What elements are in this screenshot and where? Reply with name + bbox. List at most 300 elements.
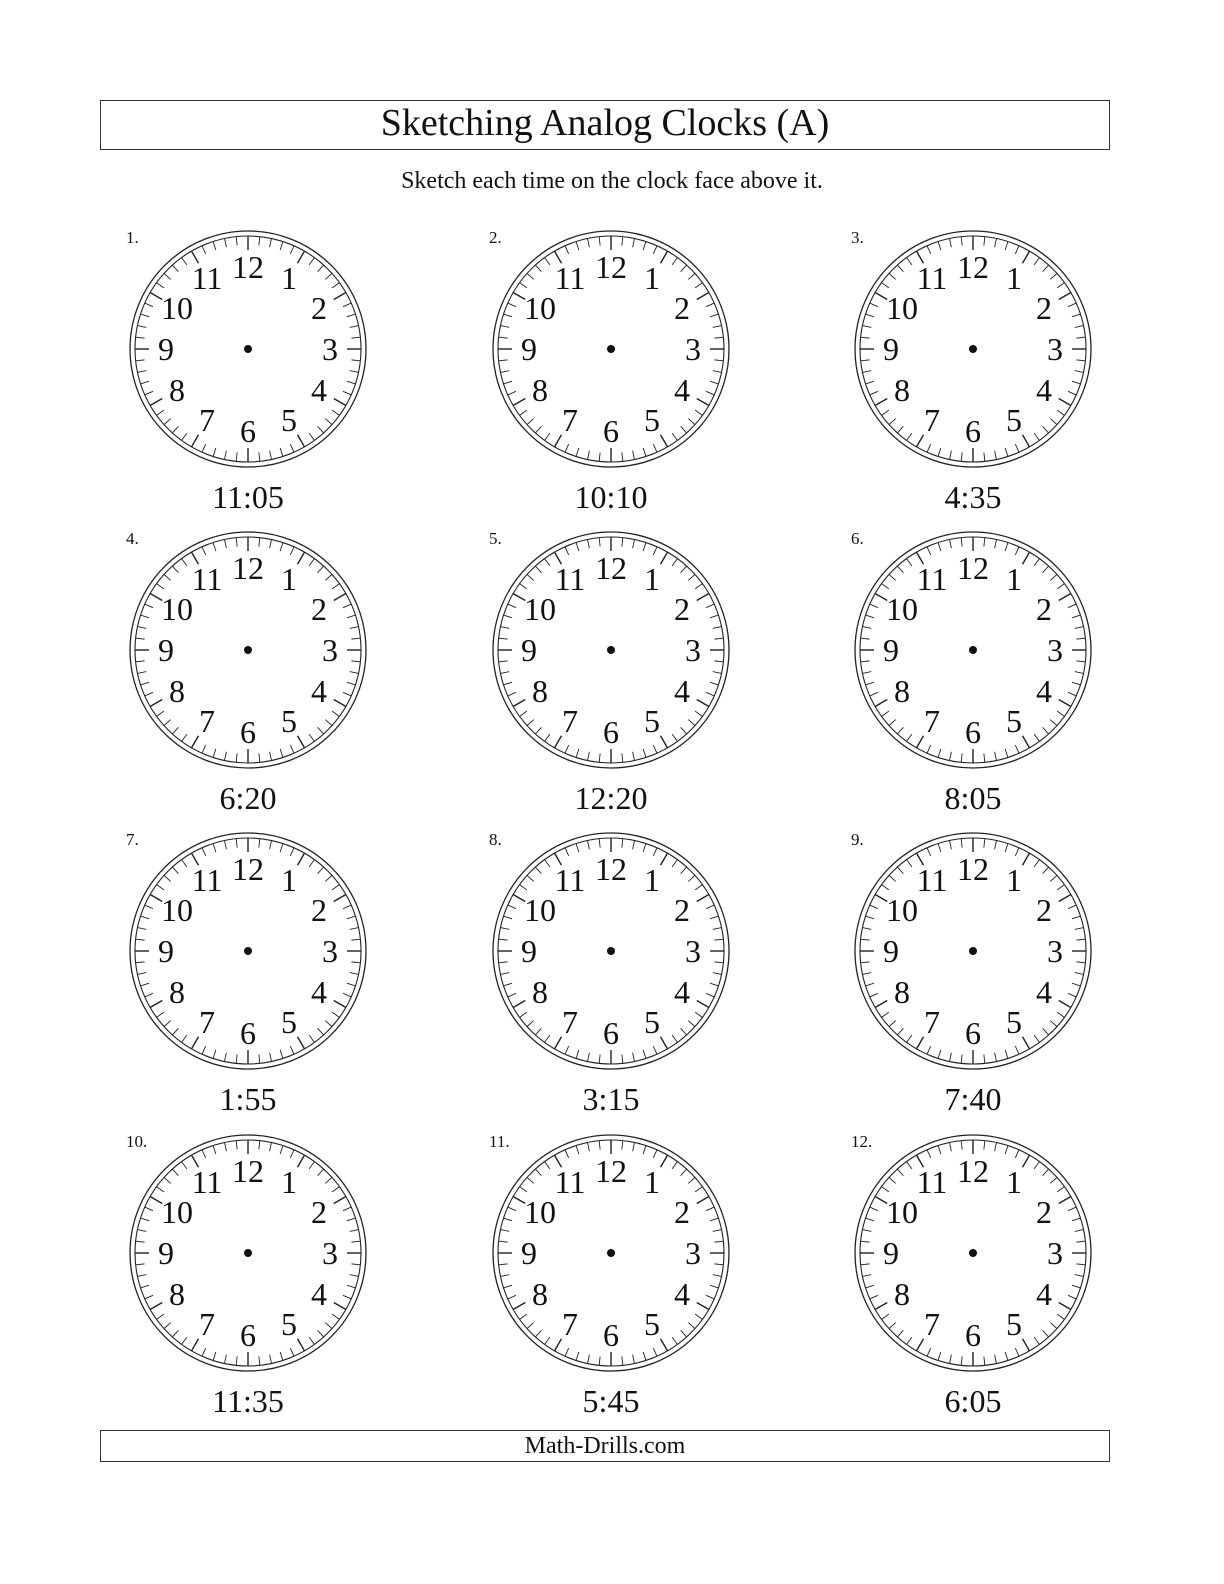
clock-numeral: 12 xyxy=(595,550,627,586)
clock-numeral: 4 xyxy=(1036,974,1052,1010)
problem-number: 8. xyxy=(489,830,502,849)
minute-tick xyxy=(961,237,962,246)
minute-tick xyxy=(927,444,931,452)
minute-tick xyxy=(236,1141,237,1150)
center-dot xyxy=(244,345,252,353)
minute-tick xyxy=(290,547,294,555)
minute-tick xyxy=(995,1053,997,1062)
minute-tick xyxy=(309,1337,314,1344)
minute-tick xyxy=(1059,594,1071,601)
minute-tick xyxy=(653,848,657,856)
minute-tick xyxy=(1005,1050,1008,1059)
clock-numeral: 7 xyxy=(562,1004,578,1040)
minute-tick xyxy=(332,1187,339,1192)
minute-tick xyxy=(622,1054,623,1063)
minute-tick xyxy=(280,749,283,758)
clock-numeral: 2 xyxy=(311,591,327,627)
minute-tick xyxy=(1059,700,1071,707)
minute-tick xyxy=(866,983,875,986)
minute-tick xyxy=(508,993,516,997)
minute-tick xyxy=(882,1187,889,1192)
minute-tick xyxy=(681,566,687,573)
clock-numeral: 9 xyxy=(521,1235,537,1271)
minute-tick xyxy=(1015,246,1019,254)
minute-tick xyxy=(290,1348,294,1356)
minute-tick xyxy=(1076,337,1085,338)
clock-numeral: 5 xyxy=(644,703,660,739)
minute-tick xyxy=(599,1356,600,1365)
clock-face[interactable] xyxy=(848,525,1098,775)
minute-tick xyxy=(280,844,283,853)
clock-face[interactable] xyxy=(486,1128,736,1378)
clock-numeral: 11 xyxy=(191,260,223,296)
minute-tick xyxy=(351,661,360,662)
minute-tick xyxy=(889,1177,896,1183)
clock-numeral: 7 xyxy=(924,402,940,438)
minute-tick xyxy=(576,242,579,251)
minute-tick xyxy=(213,448,216,457)
minute-tick xyxy=(499,360,508,361)
minute-tick xyxy=(500,1275,509,1277)
minute-tick xyxy=(882,410,889,415)
clock-numeral: 10 xyxy=(524,1194,556,1230)
minute-tick xyxy=(137,371,146,373)
minute-tick xyxy=(141,682,150,685)
minute-tick xyxy=(318,867,324,874)
minute-tick xyxy=(565,246,569,254)
minute-tick xyxy=(1034,1162,1039,1169)
minute-tick xyxy=(713,672,722,674)
minute-tick xyxy=(938,844,941,853)
clock-numeral: 7 xyxy=(924,703,940,739)
minute-tick xyxy=(1072,381,1081,384)
minute-tick xyxy=(182,1035,187,1042)
minute-tick xyxy=(172,426,178,433)
minute-tick xyxy=(1023,1037,1030,1049)
clock-numeral: 9 xyxy=(883,331,899,367)
minute-tick xyxy=(897,426,903,433)
minute-tick xyxy=(500,928,509,930)
minute-tick xyxy=(1057,1314,1064,1319)
minute-tick xyxy=(351,337,360,338)
problem-number: 3. xyxy=(851,228,864,247)
minute-tick xyxy=(137,1275,146,1277)
clock-numeral: 3 xyxy=(1047,331,1063,367)
minute-tick xyxy=(318,1028,324,1035)
minute-tick xyxy=(984,538,985,547)
minute-tick xyxy=(334,594,346,601)
minute-tick xyxy=(661,853,668,865)
clock-face[interactable] xyxy=(486,525,736,775)
time-label: 8:05 xyxy=(944,780,1002,816)
minute-tick xyxy=(688,273,695,279)
clock-numeral: 3 xyxy=(322,1235,338,1271)
minute-tick xyxy=(325,875,332,881)
minute-tick xyxy=(309,1162,314,1169)
minute-tick xyxy=(555,736,562,748)
minute-tick xyxy=(351,939,360,940)
clock-numeral: 10 xyxy=(524,892,556,928)
clock-numeral: 5 xyxy=(281,1004,297,1040)
clock-numeral: 10 xyxy=(161,290,193,326)
minute-tick xyxy=(236,1356,237,1365)
clock-face[interactable] xyxy=(123,826,373,1076)
minute-tick xyxy=(350,973,359,975)
minute-tick xyxy=(995,840,997,849)
minute-tick xyxy=(136,1241,145,1242)
minute-tick xyxy=(298,1037,305,1049)
minute-tick xyxy=(1059,399,1071,406)
minute-tick xyxy=(343,1295,351,1299)
minute-tick xyxy=(870,303,878,307)
minute-tick xyxy=(1068,604,1076,608)
minute-tick xyxy=(527,1177,534,1183)
minute-tick xyxy=(875,399,887,406)
clock-face[interactable] xyxy=(848,1128,1098,1378)
minute-tick xyxy=(508,604,516,608)
minute-tick xyxy=(347,682,356,685)
minute-tick xyxy=(318,426,324,433)
minute-tick xyxy=(927,1046,931,1054)
minute-tick xyxy=(270,238,272,247)
minute-tick xyxy=(681,426,687,433)
minute-tick xyxy=(145,391,153,395)
minute-tick xyxy=(714,939,723,940)
minute-tick xyxy=(927,848,931,856)
clock-numeral: 12 xyxy=(957,550,989,586)
minute-tick xyxy=(1075,1275,1084,1277)
footer-text: Math-Drills.com xyxy=(524,1433,686,1459)
minute-tick xyxy=(588,752,590,761)
minute-tick xyxy=(889,1021,896,1027)
clock-numeral: 6 xyxy=(240,1015,256,1051)
minute-tick xyxy=(681,265,687,272)
minute-tick xyxy=(862,371,871,373)
clock-numeral: 8 xyxy=(894,673,910,709)
minute-tick xyxy=(1015,444,1019,452)
clock-face[interactable] xyxy=(848,826,1098,1076)
minute-tick xyxy=(334,700,346,707)
minute-tick xyxy=(907,1162,912,1169)
minute-tick xyxy=(688,419,695,425)
minute-tick xyxy=(164,1021,171,1027)
minute-tick xyxy=(1072,615,1081,618)
minute-tick xyxy=(1034,734,1039,741)
minute-tick xyxy=(504,1218,513,1221)
clock-face[interactable] xyxy=(123,224,373,474)
minute-tick xyxy=(213,844,216,853)
minute-tick xyxy=(588,840,590,849)
clock-numeral: 12 xyxy=(232,851,264,887)
minute-tick xyxy=(706,604,714,608)
minute-tick xyxy=(643,448,646,457)
minute-tick xyxy=(950,539,952,548)
minute-tick xyxy=(681,867,687,874)
clock-numeral: 9 xyxy=(521,632,537,668)
minute-tick xyxy=(192,736,199,748)
minute-tick xyxy=(157,1012,164,1017)
minute-tick xyxy=(520,584,527,589)
minute-tick xyxy=(137,326,146,328)
clock-numeral: 1 xyxy=(281,260,297,296)
minute-tick xyxy=(504,682,513,685)
minute-tick xyxy=(1015,1150,1019,1158)
minute-tick xyxy=(225,451,227,460)
minute-tick xyxy=(714,360,723,361)
minute-tick xyxy=(1034,559,1039,566)
minute-tick xyxy=(713,371,722,373)
minute-tick xyxy=(270,539,272,548)
minute-tick xyxy=(1068,905,1076,909)
minute-tick xyxy=(343,303,351,307)
minute-tick xyxy=(213,749,216,758)
clock-numeral: 8 xyxy=(169,1276,185,1312)
minute-tick xyxy=(535,1169,541,1176)
minute-tick xyxy=(499,1264,508,1265)
minute-tick xyxy=(882,1012,889,1017)
minute-tick xyxy=(897,727,903,734)
minute-tick xyxy=(995,1142,997,1151)
clock-numeral: 5 xyxy=(644,1306,660,1342)
problem-number: 4. xyxy=(126,529,139,548)
minute-tick xyxy=(599,839,600,848)
clock-numeral: 1 xyxy=(1006,862,1022,898)
minute-tick xyxy=(513,1001,525,1008)
minute-tick xyxy=(318,265,324,272)
clock-numeral: 3 xyxy=(322,933,338,969)
minute-tick xyxy=(565,547,569,555)
minute-tick xyxy=(351,360,360,361)
minute-tick xyxy=(882,711,889,716)
minute-tick xyxy=(661,435,668,447)
minute-tick xyxy=(157,885,164,890)
minute-tick xyxy=(1059,1001,1071,1008)
minute-tick xyxy=(545,258,550,265)
minute-tick xyxy=(150,399,162,406)
clock-numeral: 5 xyxy=(1006,1306,1022,1342)
clock-face[interactable] xyxy=(123,525,373,775)
clock-numeral: 9 xyxy=(158,632,174,668)
minute-tick xyxy=(259,452,260,461)
minute-tick xyxy=(633,539,635,548)
minute-tick xyxy=(137,1230,146,1232)
clock-numeral: 10 xyxy=(161,1194,193,1230)
minute-tick xyxy=(599,237,600,246)
minute-tick xyxy=(861,638,870,639)
minute-tick xyxy=(576,1146,579,1155)
minute-tick xyxy=(213,1352,216,1361)
minute-tick xyxy=(862,627,871,629)
minute-tick xyxy=(1050,1021,1057,1027)
minute-tick xyxy=(172,867,178,874)
minute-tick xyxy=(508,905,516,909)
minute-tick xyxy=(332,584,339,589)
minute-tick xyxy=(706,303,714,307)
clock-numeral: 5 xyxy=(1006,703,1022,739)
clock-numeral: 4 xyxy=(311,1276,327,1312)
minute-tick xyxy=(1075,973,1084,975)
clock-numeral: 4 xyxy=(1036,1276,1052,1312)
minute-tick xyxy=(136,638,145,639)
minute-tick xyxy=(1072,1218,1081,1221)
minute-tick xyxy=(889,875,896,881)
clock-numeral: 6 xyxy=(240,1317,256,1353)
minute-tick xyxy=(318,1169,324,1176)
minute-tick xyxy=(695,885,702,890)
minute-tick xyxy=(927,246,931,254)
clock-face[interactable] xyxy=(486,224,736,474)
minute-tick xyxy=(259,753,260,762)
minute-tick xyxy=(695,410,702,415)
minute-tick xyxy=(599,452,600,461)
minute-tick xyxy=(917,435,924,447)
minute-tick xyxy=(1057,1187,1064,1192)
minute-tick xyxy=(309,1035,314,1042)
minute-tick xyxy=(695,584,702,589)
minute-tick xyxy=(332,885,339,890)
minute-tick xyxy=(508,692,516,696)
clock-numeral: 9 xyxy=(883,933,899,969)
minute-tick xyxy=(706,1295,714,1299)
minute-tick xyxy=(1072,916,1081,919)
minute-tick xyxy=(535,265,541,272)
minute-tick xyxy=(164,720,171,726)
minute-tick xyxy=(351,962,360,963)
minute-tick xyxy=(347,615,356,618)
minute-tick xyxy=(565,1046,569,1054)
clock-numeral: 12 xyxy=(595,1153,627,1189)
clock-face[interactable] xyxy=(486,826,736,1076)
minute-tick xyxy=(661,552,668,564)
minute-tick xyxy=(861,1241,870,1242)
clock-numeral: 11 xyxy=(191,1164,223,1200)
clock-numeral: 2 xyxy=(1036,591,1052,627)
footer-box xyxy=(100,1430,1110,1462)
minute-tick xyxy=(862,1230,871,1232)
minute-tick xyxy=(1034,258,1039,265)
minute-tick xyxy=(334,399,346,406)
clock-numeral: 9 xyxy=(158,331,174,367)
minute-tick xyxy=(961,1141,962,1150)
minute-tick xyxy=(520,711,527,716)
minute-tick xyxy=(950,752,952,761)
minute-tick xyxy=(1050,574,1057,580)
minute-tick xyxy=(1023,251,1030,263)
minute-tick xyxy=(157,711,164,716)
minute-tick xyxy=(527,1323,534,1329)
minute-tick xyxy=(225,840,227,849)
clock-numeral: 2 xyxy=(311,892,327,928)
minute-tick xyxy=(309,734,314,741)
minute-tick xyxy=(334,293,346,300)
minute-tick xyxy=(984,237,985,246)
minute-tick xyxy=(504,983,513,986)
clock-numeral: 9 xyxy=(158,933,174,969)
time-label: 11:05 xyxy=(212,479,284,515)
minute-tick xyxy=(643,749,646,758)
center-dot xyxy=(244,646,252,654)
clock-numeral: 3 xyxy=(685,933,701,969)
clock-numeral: 6 xyxy=(240,413,256,449)
clock-numeral: 10 xyxy=(886,892,918,928)
minute-tick xyxy=(950,1053,952,1062)
clock-numeral: 2 xyxy=(674,591,690,627)
clock-numeral: 12 xyxy=(232,550,264,586)
minute-tick xyxy=(318,1330,324,1337)
minute-tick xyxy=(1057,584,1064,589)
clock-numeral: 2 xyxy=(1036,1194,1052,1230)
minute-tick xyxy=(535,1028,541,1035)
clock-numeral: 4 xyxy=(1036,673,1052,709)
minute-tick xyxy=(520,1012,527,1017)
minute-tick xyxy=(995,1355,997,1364)
problem-number: 1. xyxy=(126,228,139,247)
minute-tick xyxy=(270,1142,272,1151)
minute-tick xyxy=(897,265,903,272)
minute-tick xyxy=(202,1150,206,1158)
minute-tick xyxy=(889,273,896,279)
clock-face[interactable] xyxy=(848,224,1098,474)
minute-tick xyxy=(1050,273,1057,279)
clock-numeral: 2 xyxy=(674,892,690,928)
minute-tick xyxy=(714,638,723,639)
minute-tick xyxy=(290,1046,294,1054)
minute-tick xyxy=(280,543,283,552)
minute-tick xyxy=(527,720,534,726)
minute-tick xyxy=(504,916,513,919)
minute-tick xyxy=(270,1355,272,1364)
minute-tick xyxy=(259,1141,260,1150)
minute-tick xyxy=(164,875,171,881)
clock-face[interactable] xyxy=(123,1128,373,1378)
minute-tick xyxy=(1023,435,1030,447)
clock-numeral: 11 xyxy=(916,561,948,597)
minute-tick xyxy=(535,566,541,573)
minute-tick xyxy=(1043,1028,1049,1035)
minute-tick xyxy=(1076,661,1085,662)
clock-numeral: 7 xyxy=(199,1004,215,1040)
minute-tick xyxy=(182,1337,187,1344)
minute-tick xyxy=(710,983,719,986)
clock-numeral: 1 xyxy=(644,1164,660,1200)
clock-numeral: 10 xyxy=(524,290,556,326)
minute-tick xyxy=(622,237,623,246)
minute-tick xyxy=(889,720,896,726)
minute-tick xyxy=(334,1001,346,1008)
minute-tick xyxy=(164,1323,171,1329)
minute-tick xyxy=(576,543,579,552)
page-title: Sketching Analog Clocks (A) xyxy=(380,102,830,144)
minute-tick xyxy=(927,1348,931,1356)
minute-tick xyxy=(172,566,178,573)
minute-tick xyxy=(1057,711,1064,716)
minute-tick xyxy=(882,584,889,589)
minute-tick xyxy=(334,895,346,902)
minute-tick xyxy=(332,410,339,415)
minute-tick xyxy=(984,1054,985,1063)
minute-tick xyxy=(866,1218,875,1221)
minute-tick xyxy=(504,615,513,618)
minute-tick xyxy=(713,326,722,328)
minute-tick xyxy=(157,1314,164,1319)
clock-numeral: 8 xyxy=(532,673,548,709)
minute-tick xyxy=(862,1275,871,1277)
minute-tick xyxy=(714,962,723,963)
time-label: 12:20 xyxy=(574,780,648,816)
time-label: 11:35 xyxy=(212,1383,284,1419)
minute-tick xyxy=(706,1207,714,1211)
minute-tick xyxy=(150,1001,162,1008)
